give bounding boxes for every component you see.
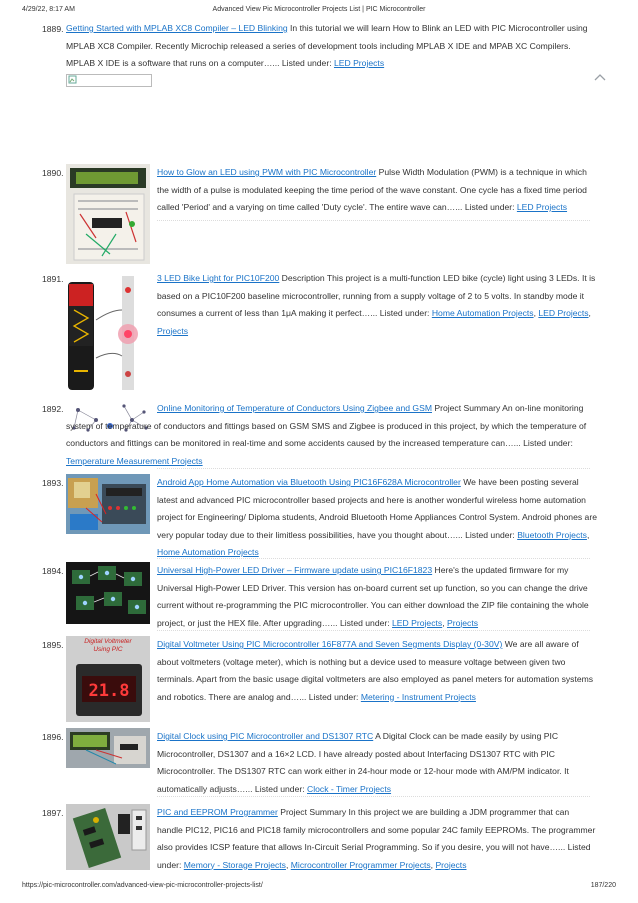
- entry-title-link[interactable]: Digital Voltmeter Using PIC Microcontroller 16F877A and Seven Segments Display (0-30V): [157, 639, 503, 649]
- divider: [157, 796, 590, 797]
- entry-number: 1889.: [42, 24, 64, 34]
- voltmeter-readout: 21.8: [88, 681, 130, 701]
- print-title: Advanced View Pic Microcontroller Projects List | PIC Microcontroller: [212, 6, 426, 13]
- category-link[interactable]: Projects: [435, 859, 467, 870]
- entry-number: 1895.: [42, 640, 64, 650]
- category-link[interactable]: Temperature Measurement Projects: [66, 455, 203, 466]
- category-link[interactable]: Projects: [157, 325, 189, 336]
- divider: [157, 468, 590, 469]
- thumbnail-caption: Digital Voltmeter Using PIC: [84, 638, 132, 653]
- entry-number: 1891.: [42, 274, 64, 284]
- print-header: [0, 6, 638, 18]
- category-link[interactable]: Memory - Storage Projects: [183, 859, 286, 870]
- entry-text: PIC and EEPROM Programmer Project Summary In this project we are building a JDM programmer that can handle PIC12, PIC16 and PIC18 family microcontrollers and some popular 24C family EEPROMs. The programmer also provides ICSP feature that allows In-Circuit Serial Programming. So if you desire, you will not have…... Listed under: Memory - Storage Projects, Microcontroller Programmer Projects, Projects: [157, 807, 596, 870]
- divider: [157, 630, 590, 631]
- entry-number: 1890.: [42, 168, 64, 178]
- entry-description: In this tutorial we will learn How to Blink an LED with PIC Microcontroller using MPLAB XC8 Compiler. Recently Microchip released a series of development tools including MPLAB X IDE and MPAB XC Compilers. MPLAB X IDE is a software that runs on a computer…... Listed under:: [66, 23, 588, 68]
- thumbnail-pic-eeprom-programmer[interactable]: [66, 804, 150, 870]
- entry-description: Here's the updated firmware for my Universal High-Power LED Driver. This version has on-board current set up function, so you can change the drive current without re-programming the PIC microcontroller. You can either download the ZIP file containing the whole project, or just the HEX file. After upgrading…... Listed under:: [157, 565, 589, 628]
- thumbnail-led-driver-boards[interactable]: [66, 562, 150, 624]
- entry-text: Universal High-Power LED Driver – Firmware update using PIC16F1823 Here's the updated firmware for my Universal High-Power LED Driver. This version has on-board current set up function, so you can change the drive current without re-programming the PIC microcontroller. You can either download the ZIP file containing the whole project, or just the HEX file. After upgrading…... Listed under: LED Projects, Projects: [157, 565, 589, 628]
- category-link[interactable]: Home Automation Projects: [431, 308, 534, 318]
- thumbnail-digital-clock-lcd[interactable]: [66, 728, 150, 768]
- entry-title-link[interactable]: Getting Started with MPLAB XC8 Compiler – LED Blinking: [66, 23, 288, 33]
- print-page-number: 187/220: [590, 882, 616, 889]
- category-link[interactable]: Home Automation Projects: [157, 547, 259, 557]
- entry-text: 3 LED Bike Light for PIC10F200 Description This project is a multi-function LED bike (cycle) light using 3 LEDs. It is based on a PIC10F200 baseline microcontroller, running from a supply voltage of 2 to 5 volts. In standby mode it consumes a current of less than 1μA making it perfect…... Listed under: Home Automation Projects, LED Projects, Projects: [157, 273, 596, 336]
- entry-description: We are all aware of about voltmeters (voltage meter), which is nothing but a device used to measure voltage between given two terminals. Apart from the basic usage digital voltmeters are also employed as panel meters for automation systems and robotics. There are analog and…... Listed under:: [157, 639, 594, 702]
- print-datetime: 4/29/22, 8:17 AM: [22, 6, 75, 13]
- category-link[interactable]: LED Projects: [333, 58, 385, 68]
- entry-description: We have been posting several latest and advanced PIC microcontroller based projects and here is another wonderful wireless home automation project for Engineering/ Diploma students, Android Bluetooth Home Appliances Control System. Android phones are very popular today due to their limitless possibilities, have you thought about…... Listed under:: [157, 477, 597, 540]
- entry-title-link[interactable]: How to Glow an LED using PWM with PIC Microcontroller: [157, 167, 377, 177]
- category-link[interactable]: Metering - Instrument Projects: [360, 691, 476, 702]
- thumbnail-digital-voltmeter[interactable]: [66, 636, 150, 722]
- entry-title-link[interactable]: Digital Clock using PIC Microcontroller and DS1307 RTC: [157, 731, 374, 741]
- divider: [157, 220, 590, 221]
- entry-title-link[interactable]: Android App Home Automation via Bluetooth Using PIC16F628A Microcontroller: [157, 477, 461, 487]
- category-link[interactable]: LED Projects: [516, 202, 568, 212]
- category-link[interactable]: LED Projects: [538, 308, 589, 318]
- category-link[interactable]: Projects: [446, 617, 479, 628]
- entry-description: Description This project is a multi-function LED bike (cycle) light using 3 LEDs. It is based on a PIC10F200 baseline microcontroller, running from a supply voltage of 2 to 5 volts. In standby mode it consumes a current of less than 1μA making it perfect…... Listed under:: [157, 273, 596, 318]
- entry-description: Pulse Width Modulation (PWM) is a technique in which the width of a pulse is modulated keeping the time period of the wave constant. One cycle has a fixed time period called 'Period' and a varying on time called 'Duty cycle'. The entire wave can…... Listed under:: [157, 167, 587, 212]
- divider: [157, 558, 590, 559]
- scroll-up-chevron-icon[interactable]: [594, 72, 606, 82]
- entry-description: Project Summary An on-line monitoring system of temperature of conductors and fittings based on GSM SMS and Zigbee is produced in this project, by which the temperature of conductors and fittings can be monitored in real-time and some accidents caused by the increased temperature can…... Listed under:: [66, 403, 587, 448]
- thumbnail-bike-light-battery[interactable]: [66, 270, 150, 394]
- entry-title-link[interactable]: Online Monitoring of Temperature of Conductors Using Zigbee and GSM: [157, 403, 432, 413]
- entry-text: [157, 728, 597, 798]
- entry-number: 1897.: [42, 808, 64, 818]
- category-link[interactable]: Microcontroller Programmer Projects: [290, 859, 431, 870]
- entry-text: Android App Home Automation via Bluetooth Using PIC16F628A Microcontroller We have been posting several latest and advanced PIC microcontroller based projects and here is another wonderful wireless home automation project for Engineering/ Diploma students, Android Bluetooth Home Appliances Control System. Android phones are very popular today due to their limitless possibilities, have you thought about…... Listed under: Bluetooth Projects, Home Automation Projects: [157, 477, 597, 557]
- category-link[interactable]: Bluetooth Projects: [517, 529, 587, 540]
- category-link[interactable]: Clock - Timer Projects: [307, 783, 392, 794]
- thumbnail-bluetooth-home-automation[interactable]: [66, 474, 150, 534]
- entry-title-link[interactable]: 3 LED Bike Light for PIC10F200: [157, 273, 280, 283]
- entry-description: A Digital Clock can be made easily by using PIC Microcontroller, DS1307 and a 16×2 LCD. I have already posted about Interfacing DS1307 RTC with PIC Microcontroller. The DS1307 RTC can work either in 24-hour mode or 12-hour mode with AM/PM indicator. It automatically adjusts…... Listed under:: [157, 731, 569, 794]
- entry-text: [157, 164, 597, 217]
- entry-number: 1894.: [42, 566, 64, 576]
- entry-text: [157, 636, 597, 706]
- entry-title-link[interactable]: PIC and EEPROM Programmer: [157, 807, 278, 817]
- entry-description: Project Summary In this project we are building a JDM programmer that can handle PIC12, PIC16 and PIC18 family microcontrollers and some popular 24C family EEPROMs. The programmer also provides ICSP feature that allows In-Circuit Serial Programming. So if you desire, you will not have…... Listed under:: [157, 807, 596, 870]
- entry-text: [66, 20, 596, 73]
- entry-number: 1896.: [42, 732, 64, 742]
- entry-title-link[interactable]: Universal High-Power LED Driver – Firmware update using PIC16F1823: [157, 565, 433, 575]
- entry-number: 1892.: [42, 404, 64, 414]
- entry-text: [66, 400, 597, 470]
- broken-image-icon: [66, 74, 152, 87]
- category-link[interactable]: LED Projects: [392, 617, 443, 628]
- entry-number: 1893.: [42, 478, 64, 488]
- print-url: https://pic-microcontroller.com/advanced-view-pic-microcontroller-projects-list/: [22, 882, 263, 889]
- thumbnail-led-pwm-breadboard[interactable]: [66, 164, 150, 264]
